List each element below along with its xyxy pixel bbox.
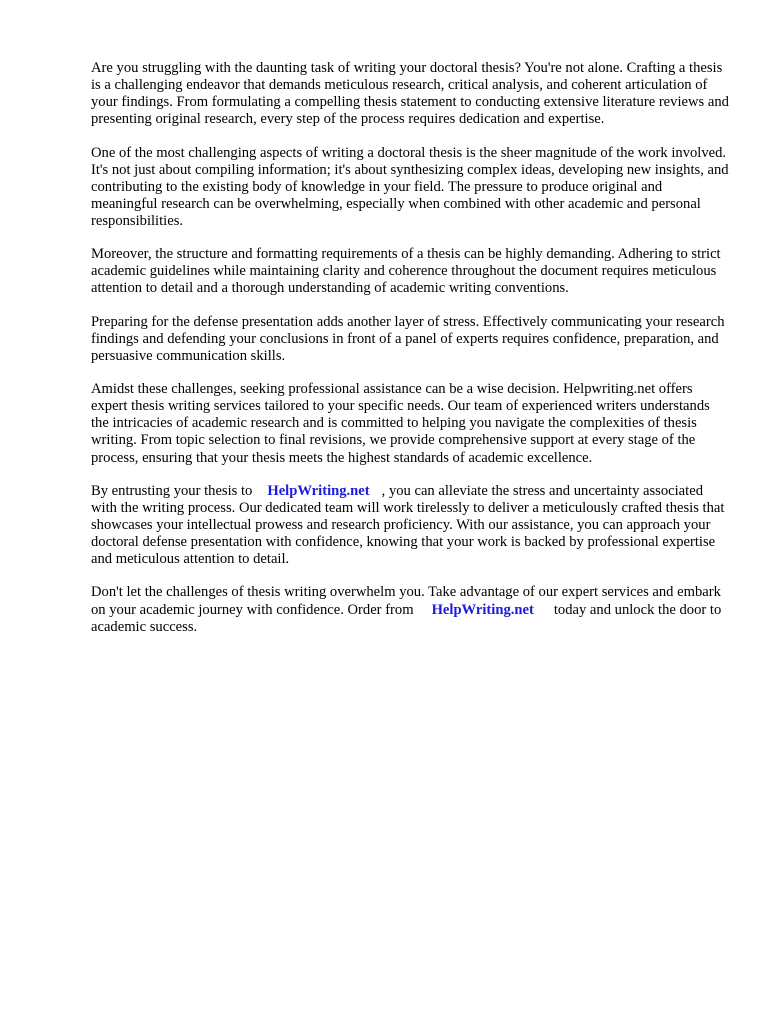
helpwriting-link-order[interactable]: HelpWriting.net [431, 601, 534, 618]
closing-text-after: today and unlock the door to academic success. [91, 601, 722, 635]
paragraph-entrust [91, 483, 731, 568]
entrust-text-after: , you can alleviate the stress and uncertainty associated with the writing process. Our dedicated team will work tirelessly to deliver a meticulously crafted thesis that showcases your intellectual prowess and research proficiency. With our assistance, you can approach your doctoral defense presentation with confidence, knowing that your work is backed by professional expertise and meticulous attention to detail. [91, 482, 725, 568]
paragraph-defense: Preparing for the defense presentation adds another layer of stress. Effectively communicating your research findings and defending your conclusions in front of a panel of experts requires confidence, preparation, and persuasive communication skills. [91, 313, 725, 364]
document-body [91, 60, 731, 652]
helpwriting-link-inline[interactable]: HelpWriting.net [267, 482, 370, 499]
paragraph-structure: Moreover, the structure and formatting requirements of a thesis can be highly demanding. Adhering to strict academic guidelines while maintaining clarity and coherence throughout the document requires meticulous attention to detail and a thorough understanding of academic writing conventions. [91, 246, 721, 297]
paragraph-intro: Are you struggling with the daunting task of writing your doctoral thesis? You're not alone. Crafting a thesis is a challenging endeavor that demands meticulous research, critical analysis, and coherent articulation of your findings. From formulating a compelling thesis statement to conducting extensive literature reviews and presenting original research, every step of the process requires dedication and expertise. [91, 60, 729, 128]
paragraph-challenges: One of the most challenging aspects of writing a doctoral thesis is the sheer magnitude of the work involved. It's not just about compiling information; it's about synthesizing complex ideas, developing new insights, and contributing to the existing body of knowledge in your field. The pressure to produce original and meaningful research can be overwhelming, especially when combined with other academic and personal responsibilities. [91, 144, 729, 229]
paragraph-closing [91, 584, 731, 635]
entrust-text-before: By entrusting your thesis to [91, 482, 253, 499]
closing-text-before: Don't let the challenges of thesis writing overwhelm you. Take advantage of our expert services and embark on your academic journey with confidence. Order from [91, 584, 721, 618]
paragraph-assistance: Amidst these challenges, seeking professional assistance can be a wise decision. Helpwriting.net offers expert thesis writing services tailored to your specific needs. Our team of experienced writers understands the intricacies of academic research and is committed to helping you navigate the complexities of thesis writing. From topic selection to final revisions, we provide comprehensive support at every stage of the process, ensuring that your thesis meets the highest standards of academic excellence. [91, 381, 710, 466]
